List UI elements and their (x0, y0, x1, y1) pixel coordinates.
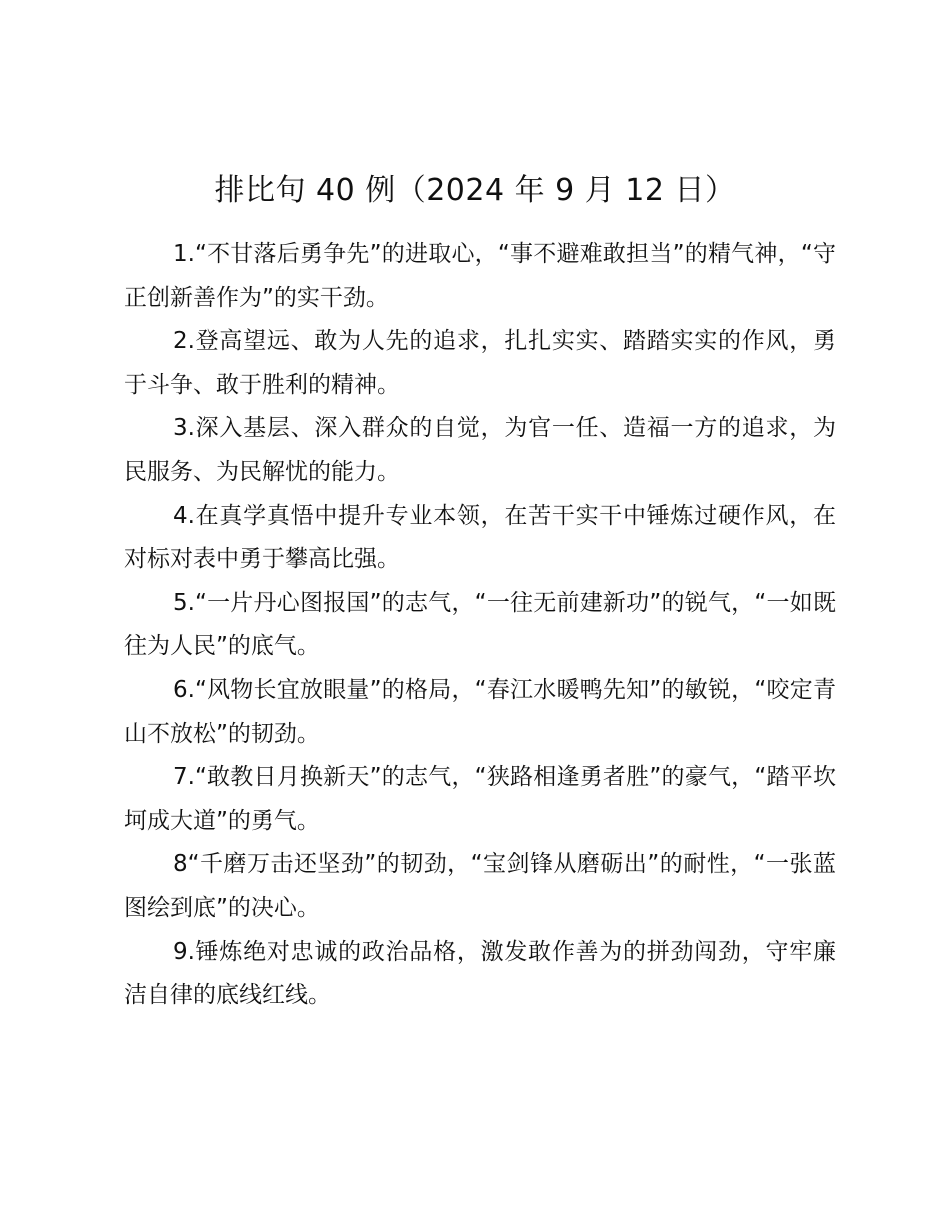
document-title: 排比句 40 例（2024 年 9 月 12 日） (214, 173, 736, 208)
paragraph-1: 1.“不甘落后勇争先”的进取心，“事不避难敢担当”的精气神，“守正创新善作为”的实干劲。 (124, 241, 836, 311)
document-body (124, 233, 836, 1018)
paragraph-2: 2.登高望远、敢为人先的追求，扎扎实实、踏踏实实的作风，勇于斗争、敢于胜利的精神。 (124, 328, 836, 398)
paragraph-3: 3.深入基层、深入群众的自觉，为官一任、造福一方的追求，为民服务、为民解忧的能力。 (124, 415, 836, 485)
paragraph-4: 4.在真学真悟中提升专业本领，在苦干实干中锤炼过硬作风，在对标对表中勇于攀高比强。 (124, 502, 836, 573)
paragraph-9: 9.锤炼绝对忠诚的政治品格，激发敢作善为的拼劲闯劲，守牢廉洁自律的底线红线。 (124, 938, 836, 1009)
paragraph-8: 8“千磨万击还坚劲”的韧劲，“宝剑锋从磨砺出”的耐性，“一张蓝图绘到底”的决心。 (124, 851, 836, 921)
paragraph-6: 6.“风物长宜放眼量”的格局，“春江水暖鸭先知”的敏锐，“咬定青山不放松”的韧劲。 (124, 676, 836, 747)
paragraph-5: 5.“一片丹心图报国”的志气，“一往无前建新功”的锐气，“一如既往为人民”的底气。 (124, 589, 836, 660)
paragraph-7: 7.“敢教日月换新天”的志气，“狭路相逢勇者胜”的豪气，“踏平坎坷成大道”的勇气。 (124, 764, 836, 834)
